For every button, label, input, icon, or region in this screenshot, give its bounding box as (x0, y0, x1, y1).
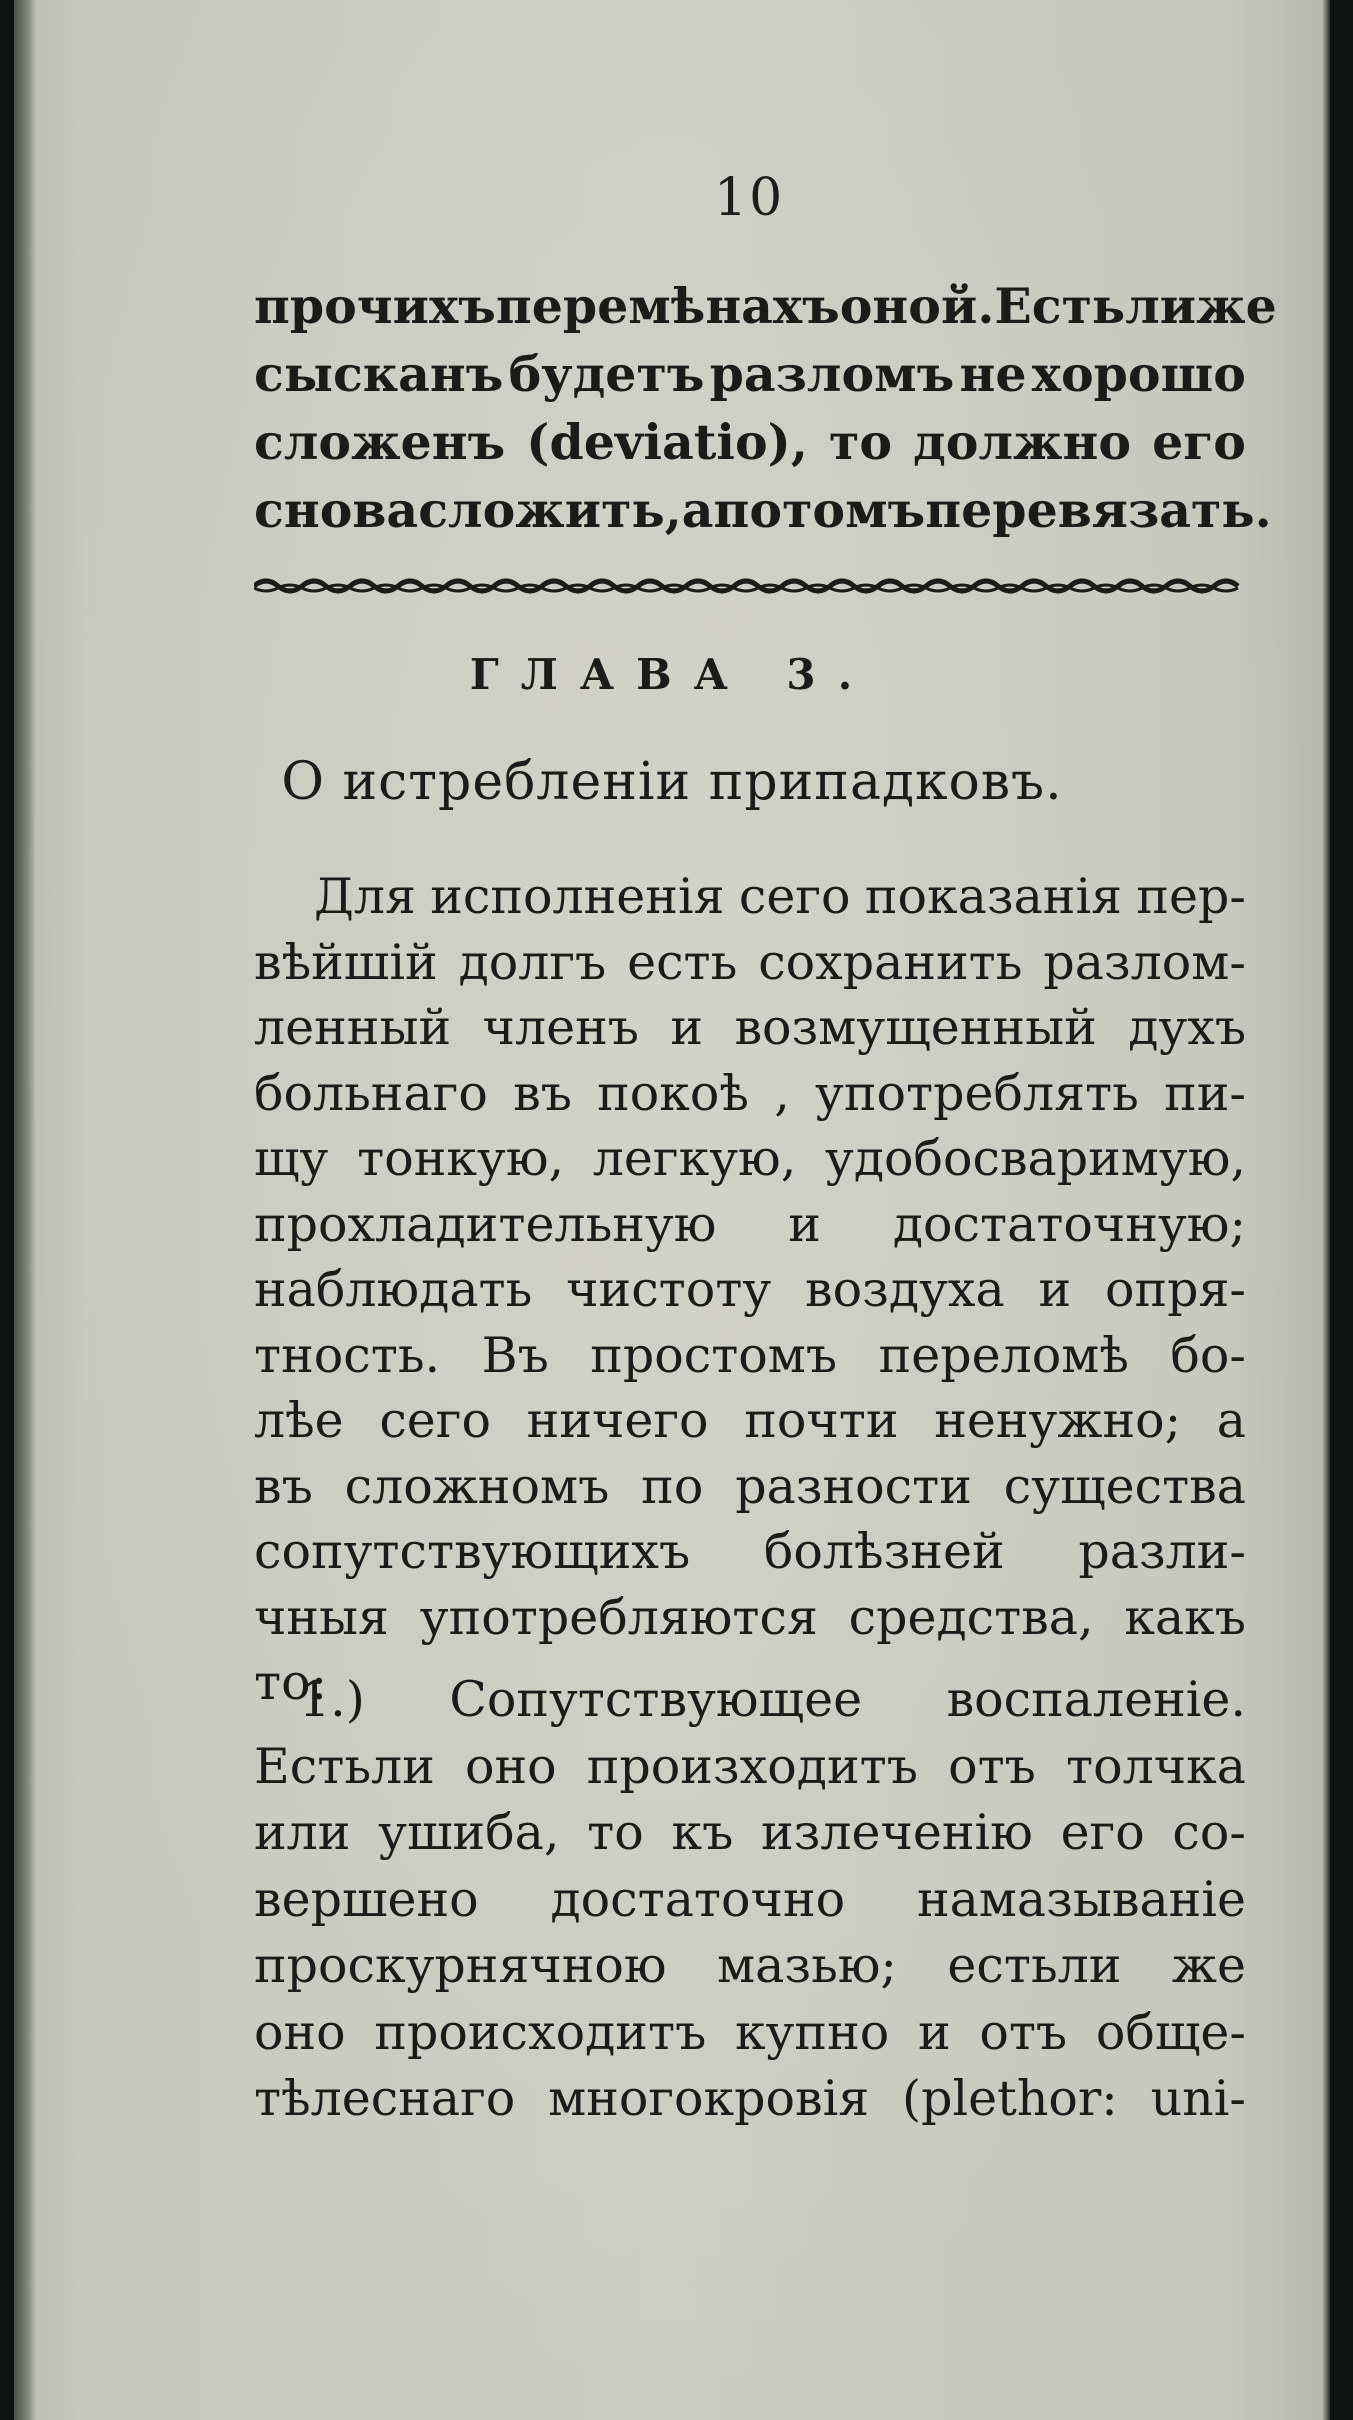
word: Сопутствующее (449, 1671, 863, 1728)
book-page (14, 0, 1330, 2420)
word: оно (254, 2003, 346, 2061)
text-line (254, 1804, 1246, 1861)
word: по (641, 1457, 704, 1515)
word: тонкую, (357, 1130, 565, 1187)
word: лѣе (254, 1392, 344, 1449)
text-line (314, 868, 1246, 925)
word: а (681, 481, 714, 539)
word: наблюдать (254, 1261, 533, 1318)
word: uni- (1150, 2070, 1246, 2127)
word: обще- (1095, 2003, 1246, 2061)
word: перемѣнахъ (495, 277, 840, 335)
word: или (254, 1804, 351, 1861)
word: достаточно (550, 1870, 846, 1928)
word: тность. (254, 1326, 441, 1384)
word: же (1171, 1937, 1246, 1994)
word: въ (254, 1457, 313, 1515)
word: должно (913, 413, 1132, 471)
page-edge (1322, 0, 1330, 2420)
text-line (254, 999, 1246, 1056)
word: показанія (864, 868, 1123, 925)
word: пер- (1136, 868, 1246, 925)
word: бо- (1170, 1326, 1246, 1384)
word: ушиба, (378, 1804, 560, 1861)
word: долгъ (458, 933, 607, 991)
text-line (254, 481, 1272, 539)
word: и (1038, 1261, 1072, 1318)
word: разломъ (709, 345, 955, 403)
word: переломѣ (878, 1326, 1129, 1384)
word: существа (1003, 1457, 1246, 1515)
text-line (254, 1937, 1246, 1994)
word: оной. (839, 277, 995, 335)
word: снова (254, 481, 419, 539)
word: сложномъ (344, 1457, 610, 1515)
word: а (1216, 1392, 1246, 1449)
text-line (254, 2070, 1246, 2127)
word: средства, (848, 1588, 1094, 1646)
word: его (1060, 1804, 1145, 1861)
text-line (254, 1457, 1246, 1515)
word: проскурнячною (254, 1937, 667, 1994)
word: возмущенный (734, 999, 1097, 1056)
word: отъ (979, 2003, 1068, 2061)
word: прохладительную (254, 1195, 717, 1253)
text-line (254, 413, 1246, 471)
chapter-heading: ГЛАВА 3. (469, 650, 875, 699)
word: вершено (254, 1870, 479, 1928)
word: духъ (1128, 999, 1246, 1056)
word: мазью; (717, 1937, 897, 1994)
word: произходитъ (586, 1737, 918, 1795)
word: то (587, 1804, 644, 1861)
word: оно (464, 1737, 557, 1795)
word: и (917, 2003, 951, 2061)
text-line (254, 345, 1246, 403)
text-line (254, 1392, 1246, 1449)
word: и (788, 1195, 821, 1253)
word: будетъ (508, 345, 705, 403)
word: Въ (481, 1326, 549, 1384)
chapter-title: О истребленіи припадковъ. (281, 752, 1063, 812)
word: многокровія (548, 2070, 870, 2127)
word: не (959, 345, 1027, 403)
text-line (254, 1195, 1246, 1253)
word: со- (1172, 1804, 1246, 1861)
word: перевязать. (925, 481, 1272, 539)
text-line (254, 1130, 1246, 1187)
word: чистоту (566, 1261, 772, 1318)
word: болѣзней (763, 1523, 1005, 1580)
word: потомъ (713, 481, 926, 539)
word: достаточную; (892, 1195, 1246, 1253)
word: какъ (1124, 1588, 1246, 1646)
word: происходитъ (374, 2003, 707, 2061)
word: воспаленіе. (946, 1671, 1246, 1728)
text-line (254, 1737, 1246, 1795)
word: членъ (482, 999, 639, 1056)
word: исполненія (430, 868, 725, 925)
word: щу (254, 1130, 329, 1187)
text-line (299, 1671, 1246, 1728)
word: (plethor: (901, 2070, 1118, 2127)
word: прочихъ (254, 277, 496, 335)
word: то: (254, 1654, 328, 1711)
word: пи- (1164, 1064, 1246, 1122)
word: разлом- (1043, 933, 1246, 991)
word: воздуха (805, 1261, 1005, 1318)
word: удобосваримую, (825, 1130, 1246, 1187)
text-line (254, 277, 1277, 335)
word: опря- (1104, 1261, 1246, 1318)
word: и (670, 999, 704, 1056)
word: простомъ (590, 1326, 838, 1384)
word: въ (513, 1064, 572, 1122)
word: ленный (254, 999, 452, 1056)
word: сохранить (758, 933, 1023, 991)
word: тѣлеснаго (254, 2070, 516, 2127)
word: толчка (1066, 1737, 1246, 1795)
word: сложить, (418, 481, 682, 539)
word: Для (314, 868, 416, 925)
word: къ (671, 1804, 734, 1861)
word: намазываніе (916, 1870, 1246, 1928)
word: купно (734, 2003, 890, 2061)
word: 1.) (299, 1671, 365, 1728)
word: сего (738, 868, 851, 925)
word: вѣйшій (254, 933, 438, 991)
text-line (254, 1326, 1246, 1384)
word: покоѣ (597, 1064, 749, 1122)
word: сопутствующихъ (254, 1523, 691, 1580)
text-line (254, 1064, 1246, 1122)
gutter-shadow (14, 0, 36, 2420)
word: употребляются (419, 1588, 818, 1646)
word: то (828, 413, 893, 471)
text-line (254, 1523, 1246, 1580)
word: хорошо (1031, 345, 1246, 403)
word: разности (735, 1457, 972, 1515)
word: ненужно; (934, 1392, 1182, 1449)
word: сложенъ (254, 413, 506, 471)
word: же (1196, 277, 1277, 335)
word: отъ (948, 1737, 1036, 1795)
word: сысканъ (254, 345, 504, 403)
word: разли- (1078, 1523, 1246, 1580)
word: Естьли (994, 277, 1197, 335)
word: легкую, (592, 1130, 797, 1187)
word: (deviatio), (526, 413, 808, 471)
text-line (254, 1588, 1246, 1646)
word: больнаго (254, 1064, 488, 1122)
text-line (254, 1870, 1246, 1928)
text-line (254, 933, 1246, 991)
text-line (254, 1261, 1246, 1318)
word: Естьли (254, 1737, 435, 1795)
ornamental-divider (254, 572, 1244, 598)
word: его (1152, 413, 1246, 471)
word: чныя (254, 1588, 389, 1646)
word: излеченію (760, 1804, 1033, 1861)
word: есть (627, 933, 738, 991)
word: почти (744, 1392, 899, 1449)
page-number: 10 (714, 168, 785, 228)
word: употреблять (815, 1064, 1139, 1122)
word: ничего (526, 1392, 709, 1449)
word: естьли (947, 1937, 1122, 1994)
word: , (774, 1064, 790, 1122)
word: сего (379, 1392, 491, 1449)
text-line (254, 2003, 1246, 2061)
